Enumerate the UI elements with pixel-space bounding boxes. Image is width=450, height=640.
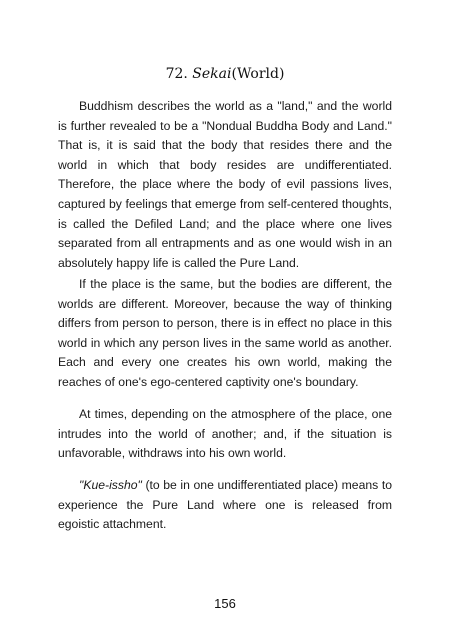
paragraph-text: Buddhism describes the world as a "land," and the world is further revealed to be a "Nondual Buddha Body and Land." That is, it is said that the body that resides there and the world in which that body resides are undifferentiated. Therefore, the place where the body of evil passions lives, captured by feelings that emerge from self-centered thoughts, is called the Defiled Land; and the place where one lives separated from all entrapments and as one would wish in an absolutely happy life is called the Pure Land. (58, 99, 392, 270)
paragraph-4 (58, 476, 392, 535)
kue-issho-definition: (to be in one undifferentiated place) means to experience the Pure Land where one is released from egoistic attachment. (58, 478, 392, 532)
paragraph-text: If the place is the same, but the bodies are different, the worlds are different. Moreover, because the way of thinking differs from person to person, there is in effect no place in this world in which any person lives in the same world as another. Each and every one creates his own world, making the reaches of one's ego-centered captivity one's boundary. (58, 277, 392, 389)
section-term: Sekai (192, 66, 232, 82)
paragraph-1 (58, 97, 392, 273)
section-number: 72. (165, 66, 188, 82)
paragraph-text: At times, depending on the atmosphere of the place, one intrudes into the world of another; and, if the situation is unfavorable, withdraws into his own world. (58, 407, 392, 461)
page-number: 156 (214, 596, 236, 611)
paragraph-3 (58, 405, 392, 464)
paragraph-2 (58, 275, 392, 393)
section-translation: (World) (231, 66, 285, 82)
section-title (0, 66, 450, 82)
kue-issho-term: "Kue-issho" (79, 478, 142, 492)
paragraph-text (58, 476, 392, 535)
